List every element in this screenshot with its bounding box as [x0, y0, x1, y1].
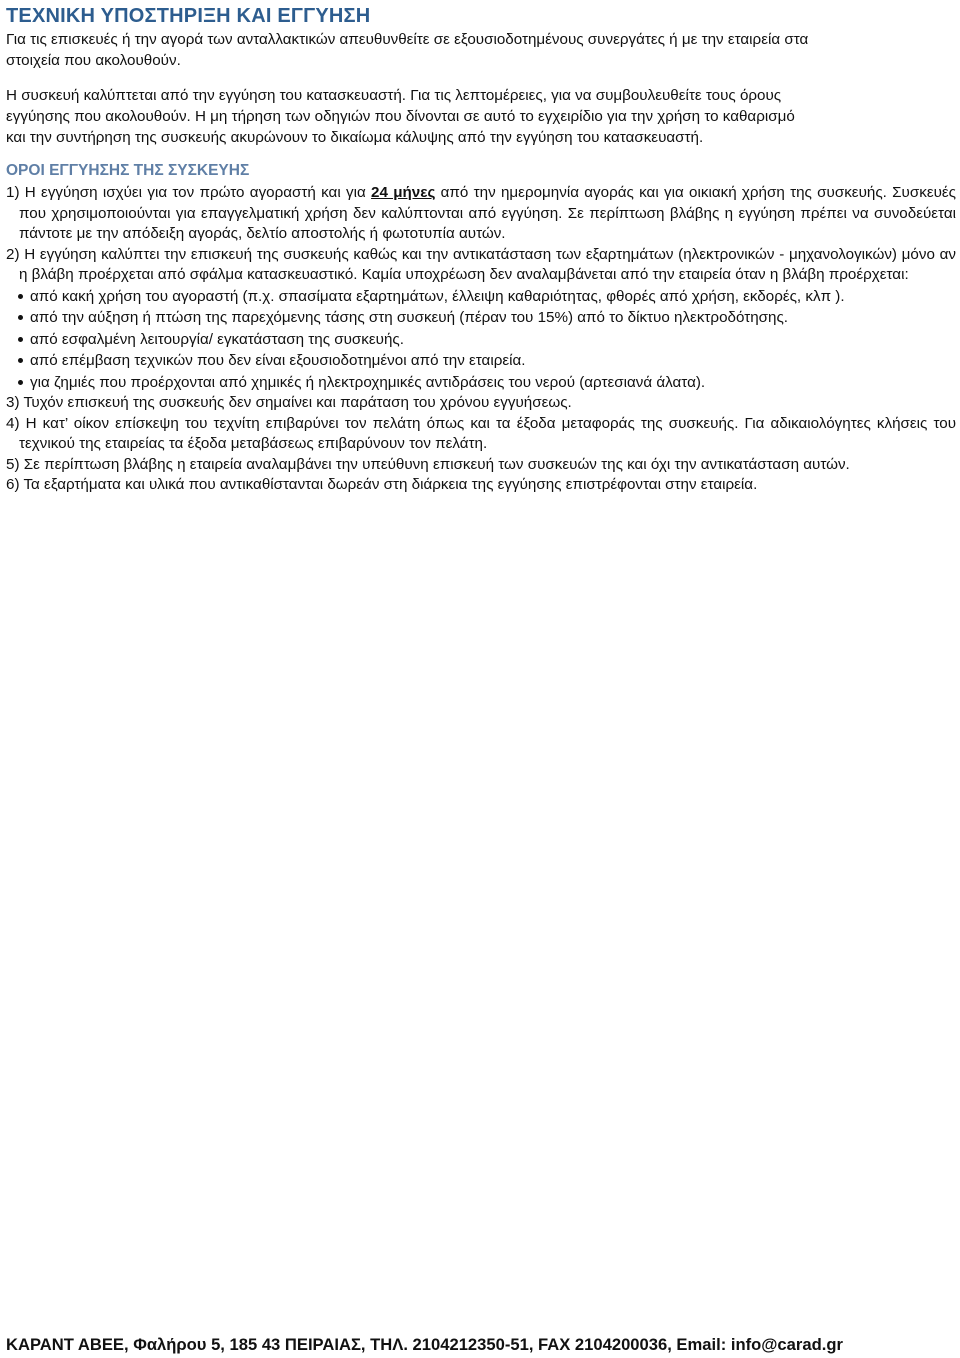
term-1	[6, 183, 956, 245]
footer-contact: ΚΑΡΑΝΤ ΑΒΕΕ, Φαλήρου 5, 185 43 ΠΕΙΡΑΙΑΣ, ΤΗΛ. 2104212350-51, FAX 2104200036, Email: info@carad.gr	[6, 1335, 843, 1354]
page-title: ΤΕΧΝΙΚΗ ΥΠΟΣΤΗΡΙΞΗ ΚΑΙ ΕΓΓΥΗΣΗ	[6, 5, 371, 27]
document-page	[6, 0, 956, 496]
bullet-icon	[18, 337, 23, 342]
warranty-line-2: εγγύησης που ακολουθούν. Η μη τήρηση των οδηγιών που δίνονται σε αυτό το εγχειρίδιο για την χρήση το καθαρισμό	[6, 108, 795, 125]
term-2: 2) Η εγγύηση καλύπτει την επισκευή της συσκευής καθώς και την αντικατάσταση των εξαρτημάτων (ηλεκτρονικών - μηχανολογικών) μόνο αν η βλάβη προέρχεται από σφάλμα κατασκευαστικό. Καμία υποχρέωση δεν αναλαμβάνεται από την εταιρεία όταν η βλάβη προέρχεται:	[6, 245, 956, 284]
list-item: από επέμβαση τεχνικών που δεν είναι εξουσιοδοτημένοι από την εταιρεία.	[18, 350, 956, 371]
term-1-after: από την ημερομηνία αγοράς και για οικιακή χρήση της συσκευής. Συσκευές που χρησιμοποιούνται για επαγγελματική χρήση δεν καλύπτονται από εγγύηση. Σε περίπτωση βλάβης η εγγύηση πρέπει να συνοδεύεται πάντοτε με την απόδειξη αγοράς, δελτίο αποστολής ή φωτοτυπία αυτών.	[19, 184, 956, 243]
term-5: 5) Σε περίπτωση βλάβης η εταιρεία αναλαμβάνει την υπεύθυνη επισκευή των συσκευών της και όχι την αντικατάσταση αυτών.	[6, 455, 850, 473]
list-item: από εσφαλμένη λειτουργία/ εγκατάσταση της συσκευής.	[18, 329, 956, 350]
spacer	[6, 71, 956, 85]
spacer	[6, 148, 956, 160]
warranty-duration: 24 μήνες	[371, 184, 436, 201]
bullet-icon	[18, 294, 23, 299]
term-1-before: 1) Η εγγύηση ισχύει για τον πρώτο αγοραστή και για	[6, 184, 372, 201]
bullet-icon	[18, 315, 23, 320]
term-3: 3) Τυχόν επισκευή της συσκευής δεν σημαίνει και παράταση του χρόνου εγγυήσεως.	[6, 394, 572, 411]
intro-line-2: στοιχεία που ακολουθούν.	[6, 52, 181, 69]
exclusions-list	[6, 286, 956, 393]
list-item: για ζημιές που προέρχονται από χημικές ή ηλεκτροχημικές αντιδράσεις του νερού (αρτεσιανά άλατα).	[18, 372, 956, 393]
warranty-line-3: και την συντήρηση της συσκευής ακυρώνουν το δικαίωμα κάλυψης από την εγγύηση του κατασκευαστή.	[6, 129, 704, 146]
term-6: 6) Τα εξαρτήματα και υλικά που αντικαθίστανται δωρεάν στη διάρκεια της εγγύησης επιστρέφονται στην εταιρεία.	[6, 476, 758, 494]
bullet-icon	[18, 380, 23, 385]
list-item: από την αύξηση ή πτώση της παρεχόμενης τάσης στη συσκευή (πέραν του 15%) από το δίκτυο ηλεκτροδότησης.	[18, 307, 956, 328]
intro-line-1: Για τις επισκευές ή την αγορά των ανταλλακτικών απευθυνθείτε σε εξουσιοδοτημένους συνεργάτες ή με την εταιρεία στα	[6, 31, 809, 48]
term-4: 4) Η κατ’ οίκον επίσκεψη του τεχνίτη επιβαρύνει τον πελάτη όπως και τα έξοδα μεταφοράς της συσκευής. Για αδικαιολόγητες κλήσεις του τεχνικού της εταιρείας τα έξοδα μεταβάσεως επιβαρύνουν τον πελάτη.	[6, 414, 956, 453]
bullet-icon	[18, 358, 23, 363]
terms-heading: ΟΡΟΙ ΕΓΓΥΗΣΗΣ ΤΗΣ ΣΥΣΚΕΥΗΣ	[6, 162, 250, 179]
warranty-line-1: Η συσκευή καλύπτεται από την εγγύηση του κατασκευαστή. Για τις λεπτομέρειες, για να συμβουλευθείτε τους όρους	[6, 87, 782, 104]
list-item: από κακή χρήση του αγοραστή (π.χ. σπασίματα εξαρτημάτων, έλλειψη καθαριότητας, φθορές από χρήση, εκδορές, κλπ ).	[18, 286, 956, 307]
